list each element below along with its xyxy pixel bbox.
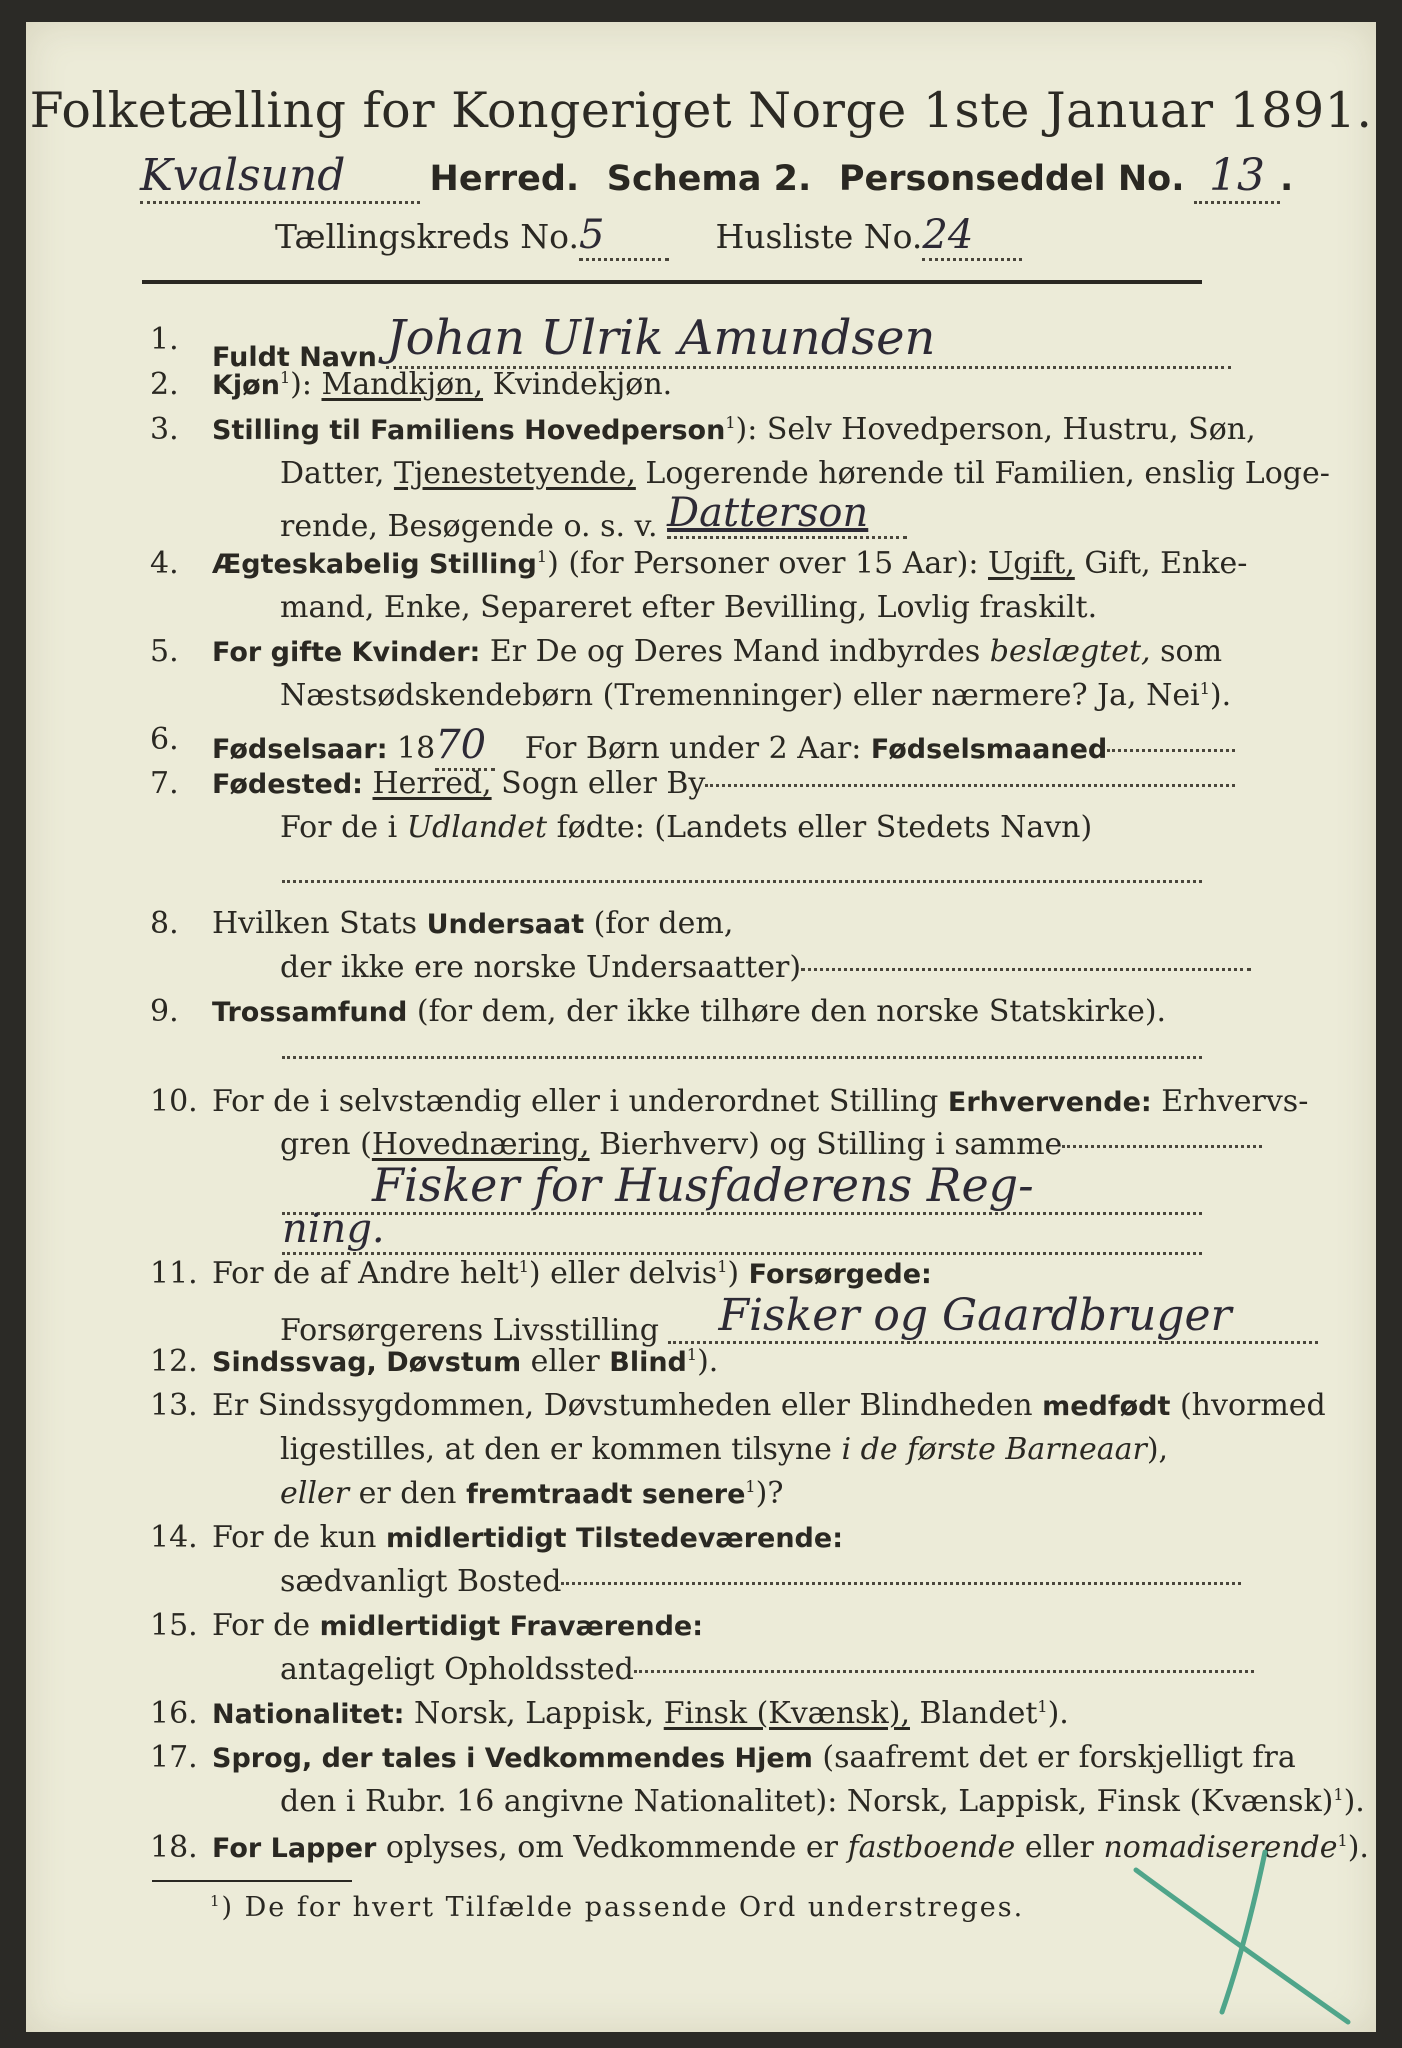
item-13 — [212, 1388, 1326, 1423]
item-3-line3 — [280, 490, 907, 549]
footnote-text: ) De for hvert Tilfælde passende Ord understreges. — [221, 1892, 1025, 1923]
disability-label: Sindssvag, Døvstum — [212, 1347, 522, 1378]
sex-option-female: Kvindekjøn. — [492, 367, 673, 402]
text: Er Sindssygdommen, Døvstumheden eller Blindheden — [212, 1388, 1033, 1423]
text: Forsørgerens Livsstilling — [280, 1313, 659, 1348]
text: For de kun — [212, 1520, 377, 1555]
item-number: 16. — [150, 1696, 198, 1731]
supported-label: Forsørgede: — [748, 1259, 932, 1290]
kreds-number: 5 — [579, 212, 669, 261]
item-16: Nationalitet: Norsk, Lappisk, Finsk (Kvænsk), Blandet$^1$). — [212, 1696, 1069, 1731]
item-number: 17. — [150, 1740, 198, 1775]
item-10-line2 — [280, 1127, 1262, 1162]
birth-year-value: 70 — [435, 722, 495, 771]
family-position-value: Datterson — [667, 490, 907, 539]
item-15-line2 — [280, 1652, 1254, 1687]
text: Norsk, Lappisk, — [413, 1696, 655, 1731]
temporary-absent-label: midlertidigt Fraværende: — [319, 1611, 704, 1642]
item-2 — [212, 367, 672, 402]
item-17-line2: den i Rubr. 16 angivne Nationalitet): Norsk, Lappisk, Finsk (Kvænsk)$^1$). — [280, 1784, 1365, 1819]
item-8-line2 — [280, 950, 1251, 985]
family-position-selected: Tjenestetyende, — [393, 456, 636, 491]
text: fastboende — [847, 1830, 1016, 1865]
birth-year-label: Fødselsaar: — [212, 734, 388, 765]
blind-label: Blind — [609, 1347, 687, 1378]
text: ). — [1347, 1830, 1369, 1865]
footnote-rule — [152, 1880, 352, 1882]
lapps-label: For Lapper — [212, 1833, 377, 1864]
full-name-label: Fuldt Navn — [212, 342, 377, 373]
text: (hvormed — [1179, 1388, 1326, 1423]
text: beslægtet, — [989, 634, 1151, 669]
schema-label: Schema 2. — [606, 159, 812, 199]
text: Erhvervs- — [1161, 1084, 1309, 1119]
item-7 — [212, 766, 1235, 801]
kreds-line — [275, 212, 1022, 261]
item-number: 10. — [150, 1084, 198, 1119]
text: den i Rubr. 16 angivne Nationalitet): Norsk, Lappisk, Finsk (Kvænsk) — [280, 1784, 1334, 1819]
item-number: 5. — [150, 634, 179, 669]
probable-location-field — [634, 1670, 1254, 1673]
family-position-label: Stilling til Familiens Hovedperson — [212, 415, 726, 446]
item-number: 7. — [150, 766, 179, 801]
occupation-value-line1: Fisker for Husfaderens Reg- — [282, 1158, 1202, 1215]
text: For Børn under 2 Aar: — [524, 731, 862, 766]
item-10-value2-line — [282, 1206, 1202, 1255]
item-number: 9. — [150, 994, 179, 1029]
footnote-ref: 1 — [279, 368, 291, 387]
text: Sogn eller By — [501, 766, 706, 801]
text: Blandet — [919, 1696, 1038, 1731]
text: Næstsødskendebørn (Tremenninger) eller nærmere? Ja, Nei — [280, 678, 1200, 713]
text: oplyses, om Vedkommende er — [385, 1830, 839, 1865]
text: Hvilken Stats — [212, 906, 418, 941]
text: (saafremt det er forskjelligt fra — [822, 1740, 1296, 1775]
text: Datter, — [280, 456, 385, 491]
item-number: 12. — [150, 1344, 198, 1379]
husliste-label: Husliste No. — [715, 217, 923, 256]
item-9 — [212, 994, 1166, 1029]
herred-name: Kvalsund — [140, 150, 420, 204]
item-number: 6. — [150, 722, 179, 757]
herred-label: Herred. — [429, 159, 580, 199]
text: (for dem, der ikke tilhøre den norske Statskirke). — [416, 994, 1167, 1029]
item-7-line2 — [280, 810, 1092, 845]
text: eller — [530, 1344, 600, 1379]
text: i de første Barneaar — [841, 1432, 1147, 1467]
text: )? — [755, 1476, 784, 1511]
cross-stroke — [1222, 1852, 1265, 2012]
language-label: Sprog, der tales i Vedkommendes Hjem — [212, 1743, 813, 1774]
text: ): — [290, 367, 312, 402]
text: fødte: (Landets eller Stedets Navn) — [556, 810, 1093, 845]
item-number: 2. — [150, 367, 179, 402]
citizenship-label: Undersaat — [426, 909, 585, 940]
item-number: 14. — [150, 1520, 198, 1555]
text: Logerende hørende til Familien, enslig Loge- — [645, 456, 1330, 491]
item-14 — [212, 1520, 843, 1555]
supporter-occupation-value: Fisker og Gaardbruger — [668, 1290, 1318, 1344]
marital-status-selected: Ugift, — [988, 546, 1075, 581]
herred-line: Kvalsund Herred. Schema 2. Personseddel No. 13 . — [140, 150, 1293, 204]
item-number: 11. — [150, 1256, 198, 1291]
nationality-selected: Finsk (Kvænsk), — [663, 1696, 910, 1731]
text: For de af Andre helt — [212, 1256, 519, 1291]
item-4-line2: mand, Enke, Separeret efter Bevilling, Lovlig fraskilt. — [280, 590, 1098, 625]
text: eller — [280, 1476, 350, 1511]
birthplace-label: Fødested: — [212, 769, 363, 800]
text: der ikke ere norske Undersaatter) — [280, 950, 802, 985]
item-number: 4. — [150, 546, 179, 581]
text: Er De og Deres Mand indbyrdes — [489, 634, 981, 669]
text: Gift, Enke- — [1084, 546, 1248, 581]
religion-label: Trossamfund — [212, 997, 408, 1028]
text: Bierhverv) og Stilling i samme — [599, 1127, 1063, 1162]
birth-month-field — [1107, 749, 1235, 752]
item-3: Stilling til Familiens Hovedperson$^1$): Selv Hovedperson, Hustru, Søn, — [212, 412, 1256, 447]
item-14-line2 — [280, 1564, 1241, 1599]
item-13-line3: eller er den fremtraadt senere$^1$)? — [280, 1476, 784, 1511]
footnote — [210, 1892, 1024, 1923]
text: (for dem, — [593, 906, 734, 941]
text: antageligt Opholdssted — [280, 1652, 634, 1687]
item-8 — [212, 906, 733, 941]
birth-month-label: Fødselsmaaned — [870, 734, 1108, 765]
temporary-present-label: midlertidigt Tilstedeværende: — [385, 1523, 843, 1554]
item-5 — [212, 634, 1222, 669]
married-women-label: For gifte Kvinder: — [212, 637, 481, 668]
text: ligestilles, at den er kommen tilsyne — [280, 1432, 832, 1467]
item-number: 1. — [150, 322, 179, 357]
foreign-birthplace-field — [282, 880, 1202, 883]
green-cross-mark — [1130, 1840, 1370, 2030]
text: nomadiserende — [1103, 1830, 1338, 1865]
occupation-selected: Hovednæring, — [371, 1127, 590, 1162]
text: Udlandet — [406, 810, 548, 845]
item-15 — [212, 1608, 703, 1643]
item-number: 8. — [150, 906, 179, 941]
text: ). — [697, 1344, 719, 1379]
husliste-number: 24 — [922, 212, 1022, 261]
text: gren ( — [280, 1127, 372, 1162]
occupation-label: Erhvervende: — [947, 1087, 1152, 1118]
item-10 — [212, 1084, 1308, 1119]
text: sædvanligt Bosted — [280, 1564, 562, 1599]
birth-year-prefix: 18 — [397, 731, 436, 766]
occupation-value-line2: ning. — [282, 1206, 1202, 1255]
item-18: For Lapper oplyses, om Vedkommende er fastboende eller nomadiserende$^1$). — [212, 1830, 1369, 1865]
text: ), — [1146, 1432, 1169, 1467]
personseddel-number: 13 — [1194, 150, 1280, 204]
text: For de — [212, 1608, 311, 1643]
sex-option-male: Mandkjøn, — [321, 367, 484, 402]
dotted-leader — [1062, 1145, 1262, 1148]
item-17 — [212, 1740, 1296, 1775]
text: er den — [358, 1476, 457, 1511]
later-onset-label: fremtraadt senere — [466, 1479, 746, 1510]
text: ): Selv Hovedperson, Hustru, Søn, — [735, 412, 1256, 447]
sex-label: Kjøn — [212, 370, 280, 401]
text: ). — [1343, 1784, 1365, 1819]
personseddel-label: Personseddel No. — [838, 159, 1185, 199]
kreds-label: Tællingskreds No. — [275, 217, 579, 256]
item-11: For de af Andre helt$^1$) eller delvis$^1$) Forsørgede: — [212, 1256, 932, 1291]
citizenship-field — [801, 968, 1251, 971]
item-number: 13. — [150, 1388, 198, 1423]
text: For de i selvstændig eller i underordnet Stilling — [212, 1084, 939, 1119]
usual-residence-field — [561, 1582, 1241, 1585]
marital-status-label: Ægteskabelig Stilling — [212, 549, 537, 580]
text: ). — [1209, 678, 1232, 713]
header-rule — [142, 280, 1202, 284]
text: som — [1160, 634, 1223, 669]
form-title: Folketælling for Kongeriget Norge 1ste Januar 1891. — [29, 82, 1373, 139]
item-number: 3. — [150, 412, 179, 447]
item-13-line2 — [280, 1432, 1168, 1467]
item-12: Sindssvag, Døvstum eller Blind$^1$). — [212, 1344, 719, 1379]
text: eller — [1024, 1830, 1094, 1865]
birthplace-field — [705, 784, 1235, 787]
religion-field — [282, 1056, 1202, 1059]
nationality-label: Nationalitet: — [212, 1699, 405, 1730]
text: ) eller delvis — [528, 1256, 718, 1291]
item-5-line2: Næstsødskendebørn (Tremenninger) eller nærmere? Ja, Nei$^1$). — [280, 678, 1232, 713]
text: ) (for Personer over 15 Aar): — [547, 546, 979, 581]
full-name-value: Johan Ulrik Amundsen — [386, 310, 1231, 369]
congenital-label: medfødt — [1042, 1391, 1171, 1422]
text: For de i — [280, 810, 398, 845]
text: ). — [1047, 1696, 1069, 1731]
footnote-marker: 1 — [210, 1892, 222, 1910]
item-number: 15. — [150, 1608, 198, 1643]
item-3-line2 — [280, 456, 1330, 491]
item-number: 18. — [150, 1830, 198, 1865]
birthplace-selected: Herred, — [372, 766, 492, 801]
item-6 — [212, 722, 1235, 771]
text: rende, Besøgende o. s. v. — [280, 509, 658, 544]
item-4: Ægteskabelig Stilling$^1$) (for Personer over 15 Aar): Ugift, Gift, Enke- — [212, 546, 1248, 581]
